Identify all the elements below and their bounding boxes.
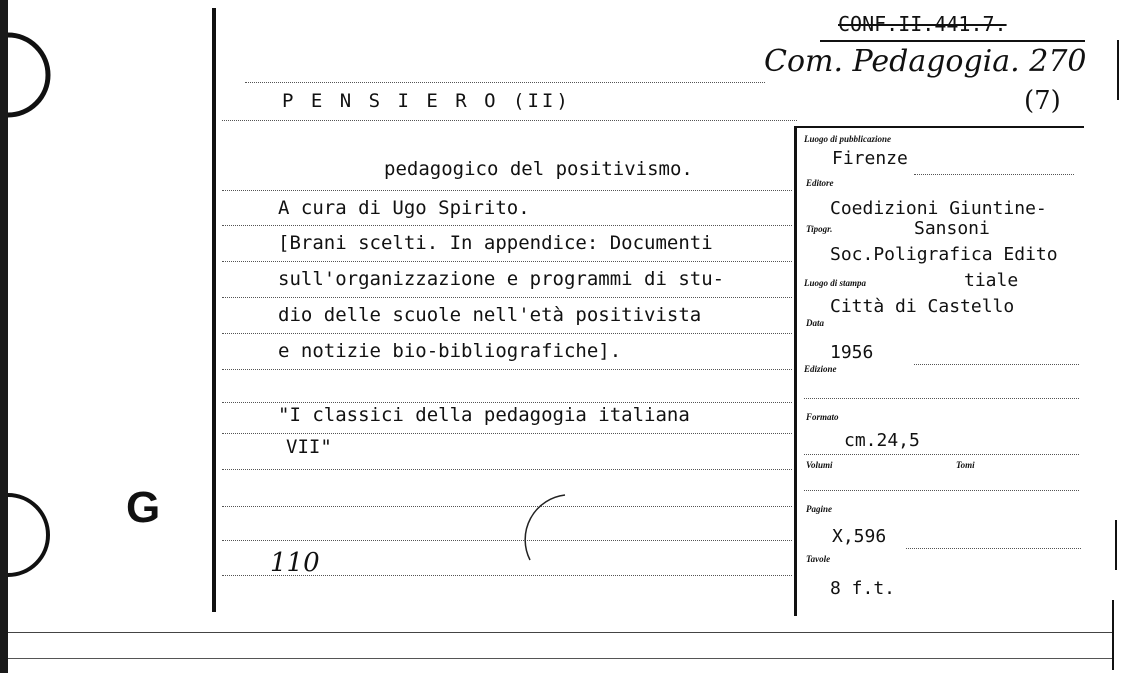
dotted-line	[222, 190, 792, 191]
body-line-2: A cura di Ugo Spirito.	[278, 197, 530, 219]
dotted-line	[222, 120, 797, 121]
dotted-line	[222, 540, 792, 541]
body-line-6: e notizie bio-bibliografiche].	[278, 340, 622, 362]
label-volumi: Volumi	[806, 460, 833, 470]
label-formato: Formato	[806, 412, 839, 422]
value-editore-2: Sansoni	[914, 218, 990, 239]
label-tipografo: Tipogr.	[806, 224, 833, 234]
header-rule	[820, 40, 1085, 42]
label-tomi: Tomi	[956, 460, 975, 470]
dotted-line	[222, 369, 792, 370]
label-tavole: Tavole	[806, 554, 831, 564]
binder-hole-bottom	[0, 490, 60, 580]
body-line-4: sull'organizzazione e programmi di stu-	[278, 268, 725, 290]
value-editore-1: Coedizioni Giuntine-	[830, 198, 1047, 219]
label-luogo-stampa: Luogo di stampa	[804, 278, 867, 288]
label-edizione: Edizione	[804, 364, 837, 374]
dotted-line	[804, 454, 1079, 455]
right-edge-mark-top	[1117, 40, 1119, 100]
stray-arc-mark	[510, 490, 570, 570]
dotted-line	[914, 174, 1074, 175]
struck-code: CONF.II.441.7.	[838, 12, 1007, 36]
value-pagine: X,596	[832, 526, 887, 547]
title-line: P E N S I E R O (II)	[282, 90, 571, 112]
bottom-edge-line-2	[8, 658, 1113, 659]
dotted-line	[222, 225, 792, 226]
value-luogo-stampa: Città di Castello	[830, 296, 1015, 317]
bottom-edge-line	[8, 632, 1113, 633]
value-luogo-pubblicazione: Firenze	[832, 148, 908, 169]
dotted-line	[222, 402, 792, 403]
body-line-7: "I classici della pedagogia italiana	[278, 404, 690, 426]
value-tipografo-1: Soc.Poligrafica Edito	[830, 244, 1058, 265]
bottom-right-edge	[1112, 600, 1114, 670]
dotted-line	[804, 398, 1079, 399]
label-editore: Editore	[806, 178, 834, 188]
dotted-line	[914, 364, 1079, 365]
dotted-line	[245, 82, 765, 83]
volume-marker: (7)	[1024, 86, 1061, 116]
body-line-8: VII"	[286, 436, 332, 458]
main-left-rule	[212, 8, 216, 612]
label-pagine: Pagine	[806, 504, 832, 514]
dotted-line	[804, 490, 1079, 491]
body-line-5: dio delle scuole nell'età positivista	[278, 304, 702, 326]
dotted-line	[222, 333, 792, 334]
value-tipografo-2: tiale	[964, 270, 1019, 291]
dotted-line	[906, 548, 1081, 549]
collocation-mark: Com. Pedagogia. 270	[764, 44, 1087, 79]
margin-letter: G	[126, 483, 161, 532]
value-tavole: 8 f.t.	[830, 578, 896, 599]
right-panel-rule	[794, 126, 797, 616]
right-edge-mark-bottom	[1115, 520, 1117, 570]
body-line-1: pedagogico del positivismo.	[384, 158, 693, 180]
dotted-line	[222, 433, 792, 434]
body-line-3: [Brani scelti. In appendice: Documenti	[278, 232, 713, 254]
inventory-number: 110	[270, 548, 320, 578]
dotted-line	[222, 261, 792, 262]
dotted-line	[222, 297, 792, 298]
value-formato: cm.24,5	[844, 430, 920, 451]
label-data: Data	[806, 318, 824, 328]
label-luogo-pubblicazione: Luogo di pubblicazione	[804, 134, 892, 144]
dotted-line	[222, 506, 792, 507]
value-data: 1956	[830, 342, 874, 363]
dotted-line	[222, 469, 792, 470]
right-panel-top	[794, 126, 1084, 128]
binder-hole-top	[0, 30, 60, 120]
